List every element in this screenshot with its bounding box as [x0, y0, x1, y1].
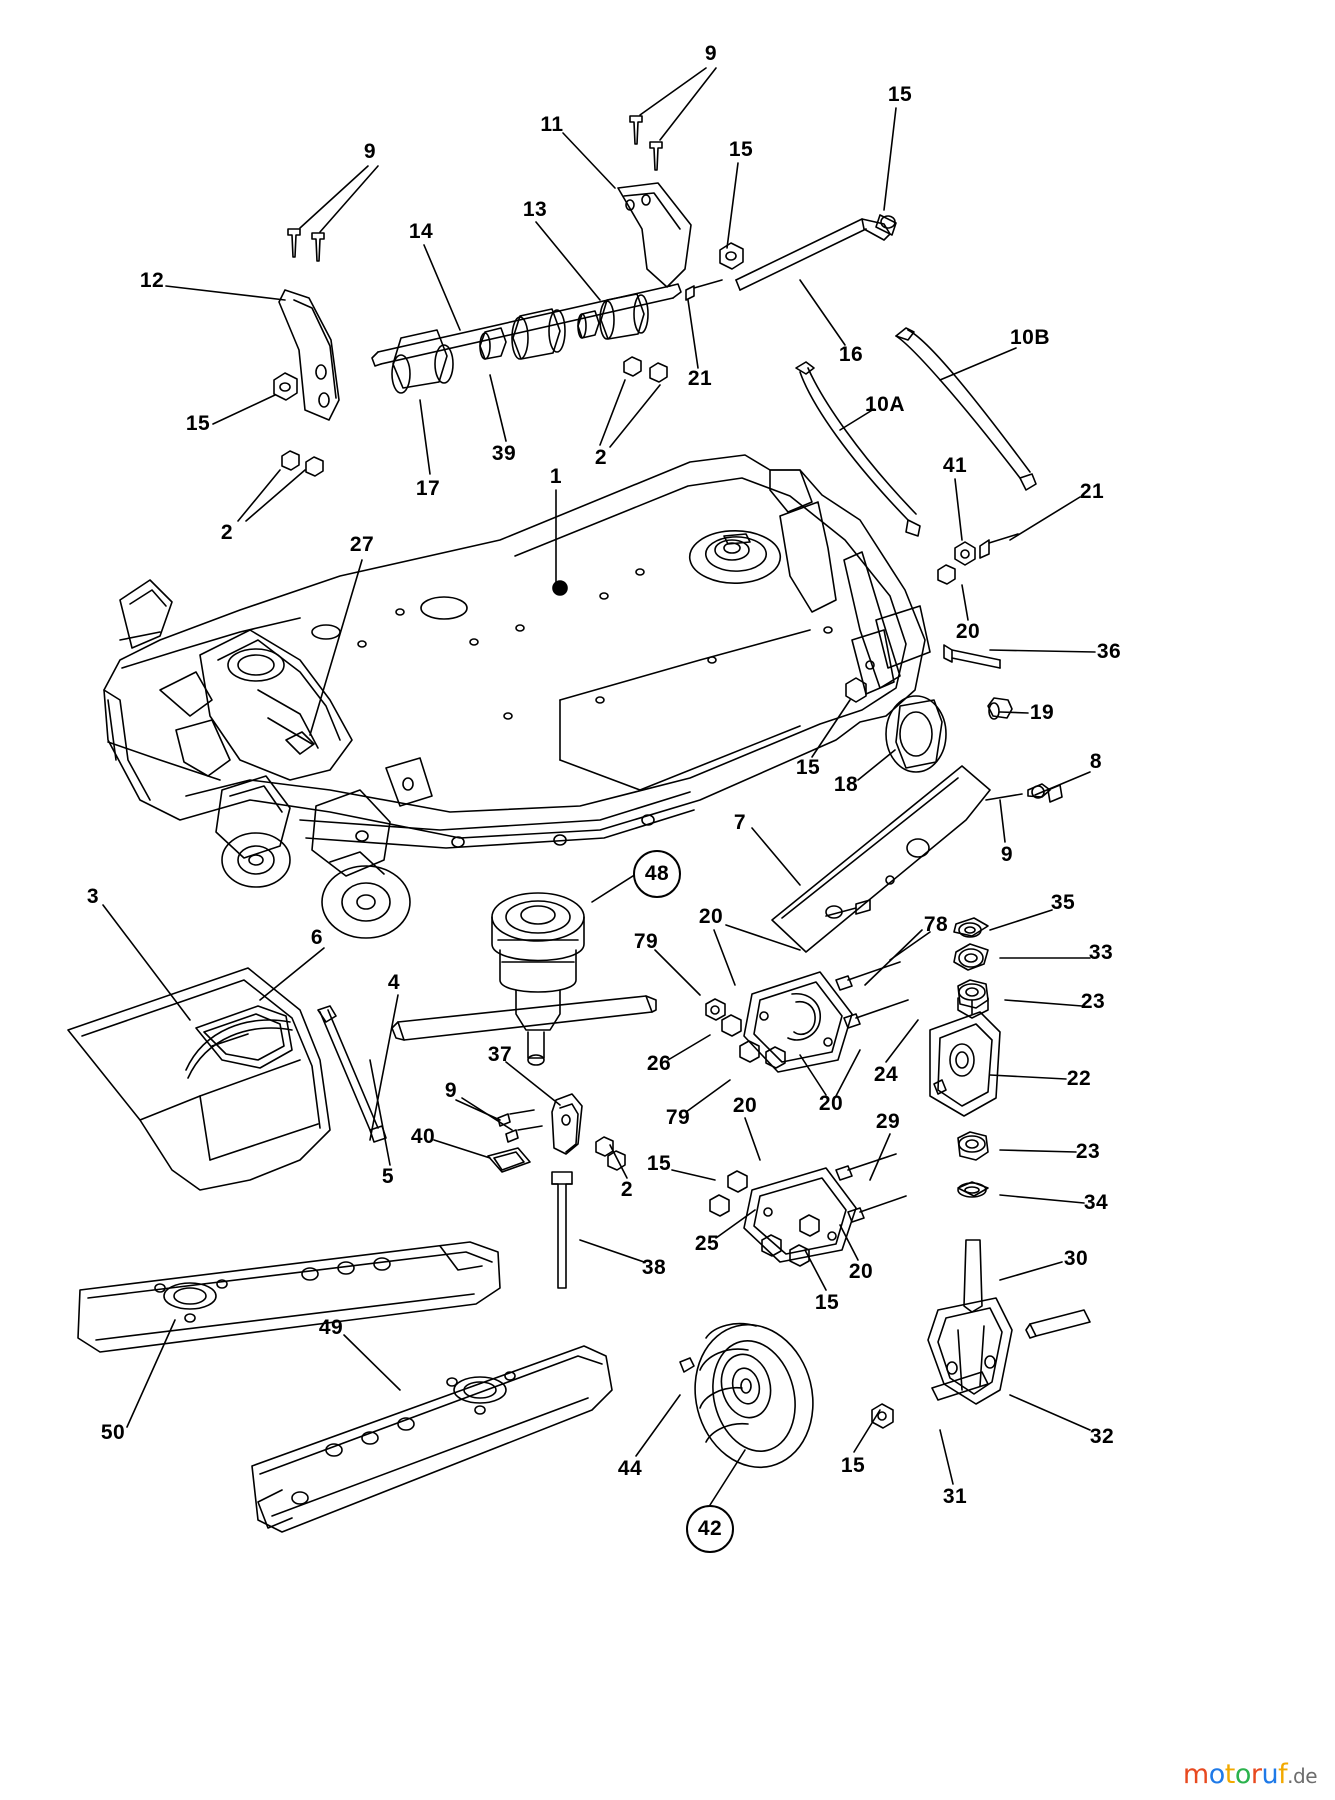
callout-4: 4: [387, 971, 401, 994]
callout-27: 27: [349, 533, 375, 556]
callout-42: 42: [686, 1505, 734, 1553]
callout-7: 7: [733, 811, 747, 834]
callout-34: 34: [1083, 1191, 1109, 1214]
callout-36: 36: [1096, 640, 1122, 663]
callout-10B: 10B: [1009, 326, 1051, 349]
callout-15-f: 15: [814, 1291, 840, 1314]
site-watermark: motoruf.de: [1182, 1759, 1317, 1790]
callout-18: 18: [833, 773, 859, 796]
callout-9-b: 9: [444, 1079, 458, 1102]
callout-23-a: 23: [1080, 990, 1106, 1013]
callout-32: 32: [1089, 1425, 1115, 1448]
callout-1: 1: [549, 465, 563, 488]
callout-79-a: 79: [633, 930, 659, 953]
callout-2-a: 2: [594, 446, 608, 469]
callout-3: 3: [86, 885, 100, 908]
callout-23-b: 23: [1075, 1140, 1101, 1163]
watermark-suffix: .de: [1287, 1764, 1317, 1788]
callout-31: 31: [942, 1485, 968, 1508]
callout-2-b: 2: [220, 521, 234, 544]
callout-15-c: 15: [185, 412, 211, 435]
callout-10A: 10A: [864, 393, 906, 416]
callout-15-b: 15: [728, 138, 754, 161]
callout-15-e: 15: [646, 1152, 672, 1175]
callout-79-b: 79: [665, 1106, 691, 1129]
callout-14: 14: [408, 220, 434, 243]
callout-22: 22: [1066, 1067, 1092, 1090]
callout-16: 16: [838, 343, 864, 366]
callout-12: 12: [139, 269, 165, 292]
callout-19: 19: [1029, 701, 1055, 724]
callout-13: 13: [522, 198, 548, 221]
callout-78: 78: [923, 913, 949, 936]
callout-21-b: 21: [1079, 480, 1105, 503]
callout-44: 44: [617, 1457, 643, 1480]
callout-9-r: 9: [1000, 843, 1014, 866]
callout-49: 49: [318, 1316, 344, 1339]
callout-2-c: 2: [620, 1178, 634, 1201]
callout-33: 33: [1088, 941, 1114, 964]
callout-41: 41: [942, 454, 968, 477]
callout-24: 24: [873, 1063, 899, 1086]
callout-8: 8: [1089, 750, 1103, 773]
callout-35: 35: [1050, 891, 1076, 914]
callout-11: 11: [540, 113, 564, 136]
callout-15-g: 15: [840, 1454, 866, 1477]
callout-20-c: 20: [818, 1092, 844, 1115]
callout-40: 40: [410, 1125, 436, 1148]
callout-15-top: 15: [887, 83, 913, 106]
callout-25: 25: [694, 1232, 720, 1255]
callout-37: 37: [487, 1043, 513, 1066]
callout-5: 5: [381, 1165, 395, 1188]
callout-17: 17: [415, 477, 441, 500]
callout-39: 39: [491, 442, 517, 465]
callout-20-d: 20: [732, 1094, 758, 1117]
callout-48: 48: [633, 850, 681, 898]
callout-6: 6: [310, 926, 324, 949]
callout-9-top: 9: [704, 42, 718, 65]
callout-29: 29: [875, 1110, 901, 1133]
callout-15-d: 15: [795, 756, 821, 779]
callout-20-e: 20: [848, 1260, 874, 1283]
callout-38: 38: [641, 1256, 667, 1279]
callout-26: 26: [646, 1052, 672, 1075]
callout-20-b: 20: [698, 905, 724, 928]
callout-50: 50: [100, 1421, 126, 1444]
callout-9-left: 9: [363, 140, 377, 163]
callout-20-a: 20: [955, 620, 981, 643]
callout-30: 30: [1063, 1247, 1089, 1270]
callout-21-a: 21: [687, 367, 713, 390]
